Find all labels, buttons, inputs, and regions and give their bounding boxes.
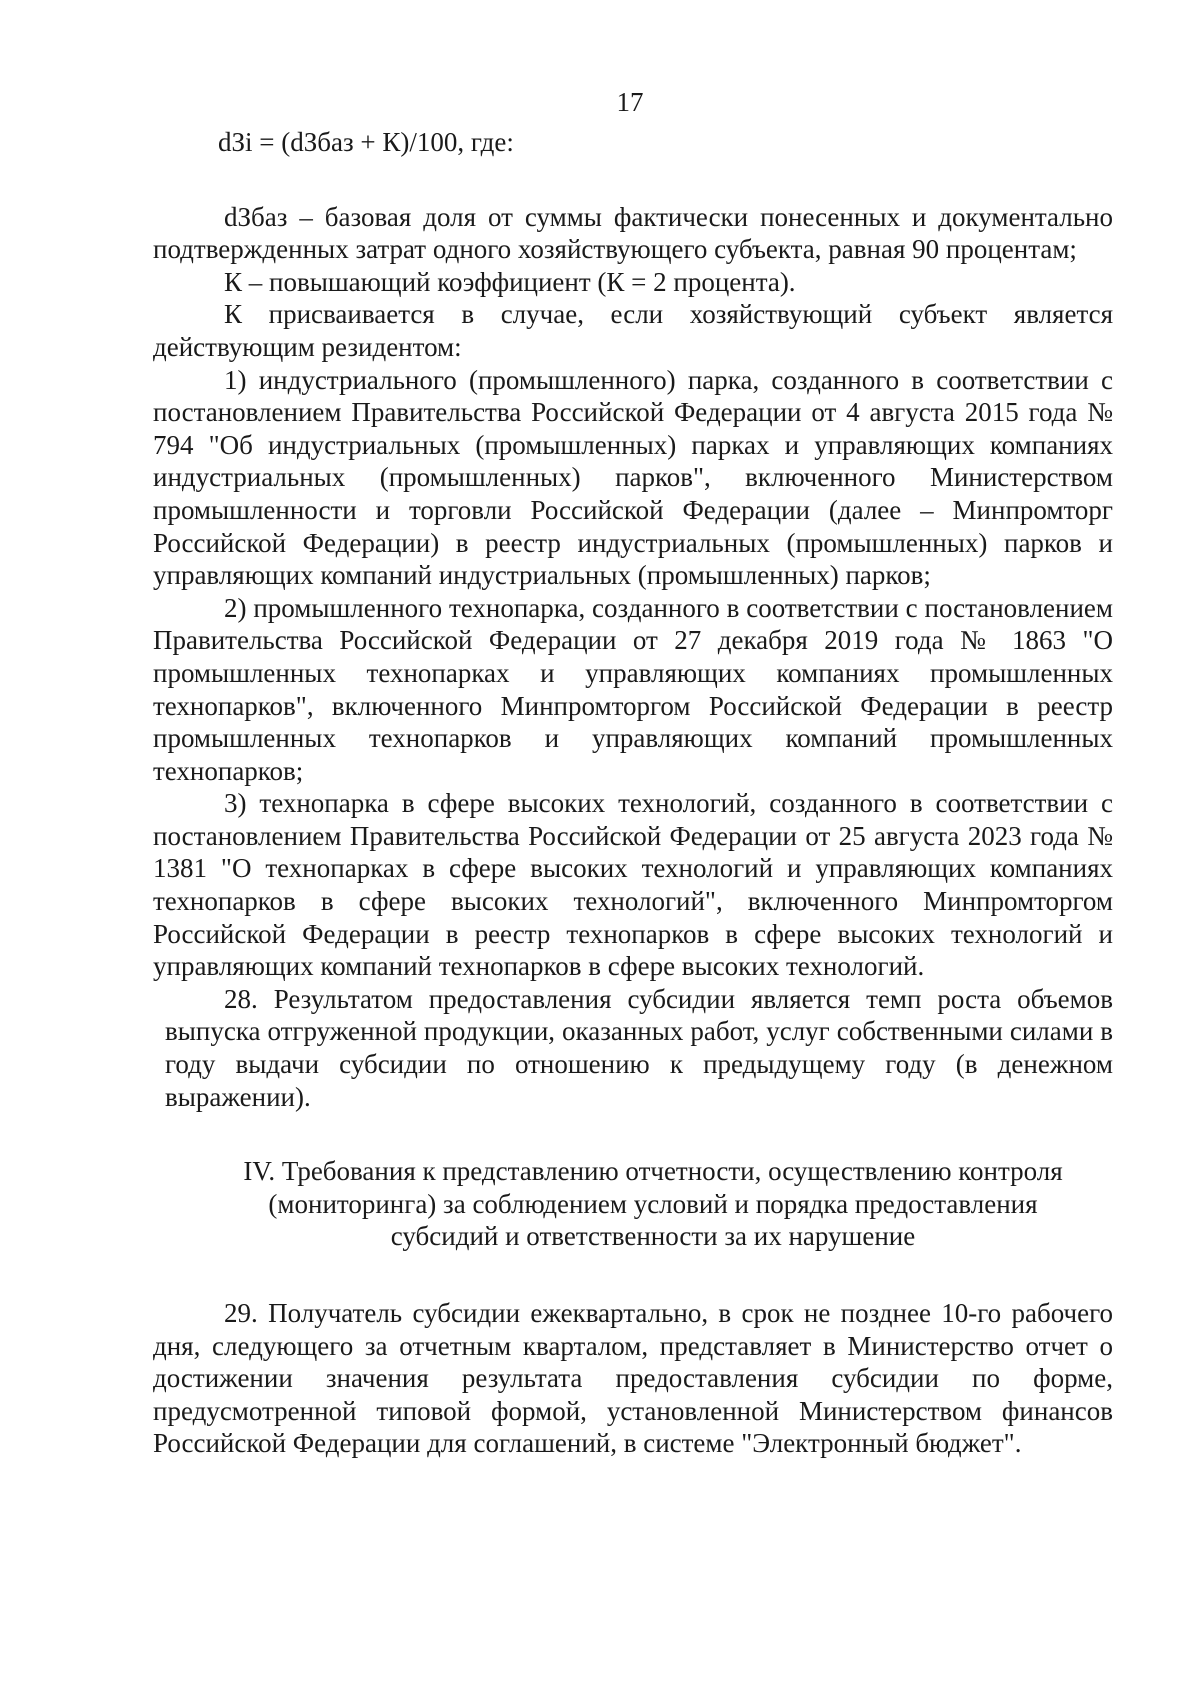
- paragraph-coefficient-condition: К присваивается в случае, если хозяйствующий субъект является действующим резидентом:: [153, 299, 1113, 362]
- section-heading-line: субсидий и ответственности за их нарушение: [390, 1221, 916, 1252]
- paragraph-29-reporting: 29. Получатель субсидии ежеквартально, в срок не позднее 10-го рабочего дня, следующего за отчетным кварталом, представляет в Министерство отчет о достижении значения результата предоставления субсидии по форме, предусмотренной типовой формой, установленной Министерством финансов Российской Федерации для соглашений, в системе "Электронный бюджет".: [153, 1298, 1113, 1459]
- section-heading-line: (мониторинга) за соблюдением условий и порядка предоставления: [268, 1188, 1038, 1219]
- document-body: [153, 126, 1113, 1460]
- paragraph-28-result: 28. Результатом предоставления субсидии является темп роста объемов выпуска отгруженной продукции, оказанных работ, услуг собственными силами в году выдачи субсидии по отношению к предыдущему году (в денежном выражении).: [165, 983, 1113, 1112]
- paragraph-item-1-industrial-park: 1) индустриального (промышленного) парка, созданного в соответствии с постановлением Правительства Российской Федерации от 4 августа 2015 года № 794 "Об индустриальных (промышленных) парках и управляющих компаниях индустриальных (промышленных) парков", включенного Министерством промышленности и торговли Российской Федерации (далее – Минпромторг Российской Федерации) в реестр индустриальных (промышленных) парков и управляющих компаний индустриальных (промышленных) парков;: [153, 364, 1113, 591]
- paragraph-coefficient: К – повышающий коэффициент (К = 2 процента).: [224, 266, 796, 297]
- section-heading-line: IV. Требования к представлению отчетности, осуществлению контроля: [243, 1156, 1063, 1187]
- section-heading: [153, 1155, 1113, 1253]
- paragraph-item-2-industrial-technopark: 2) промышленного технопарка, созданного в соответствии с постановлением Правительства Российской Федерации от 27 декабря 2019 года № 1863 "О промышленных технопарках и управляющих компаниях промышленных технопарков", включенного Минпромторгом Российской Федерации в реестр промышленных технопарков и управляющих компаний промышленных технопарков;: [153, 592, 1113, 786]
- formula: dЗi = (dЗбаз + К)/100, где:: [218, 127, 514, 157]
- paragraph-item-3-high-tech-technopark: 3) технопарка в сфере высоких технологий, созданного в соответствии с постановлением Правительства Российской Федерации от 25 августа 2023 года № 1381 "О технопарках в сфере высоких технологий и управляющих компаниях технопарков в сфере высоких технологий", включенного Минпромторгом Российской Федерации в реестр технопарков в сфере высоких технологий и управляющих компаний технопарков в сфере высоких технологий.: [153, 788, 1113, 982]
- page-number: 17: [616, 87, 644, 117]
- paragraph-base-share: dЗбаз – базовая доля от суммы фактически понесенных и документально подтвержденных затрат одного хозяйствующего субъекта, равная 90 процентам;: [153, 201, 1113, 265]
